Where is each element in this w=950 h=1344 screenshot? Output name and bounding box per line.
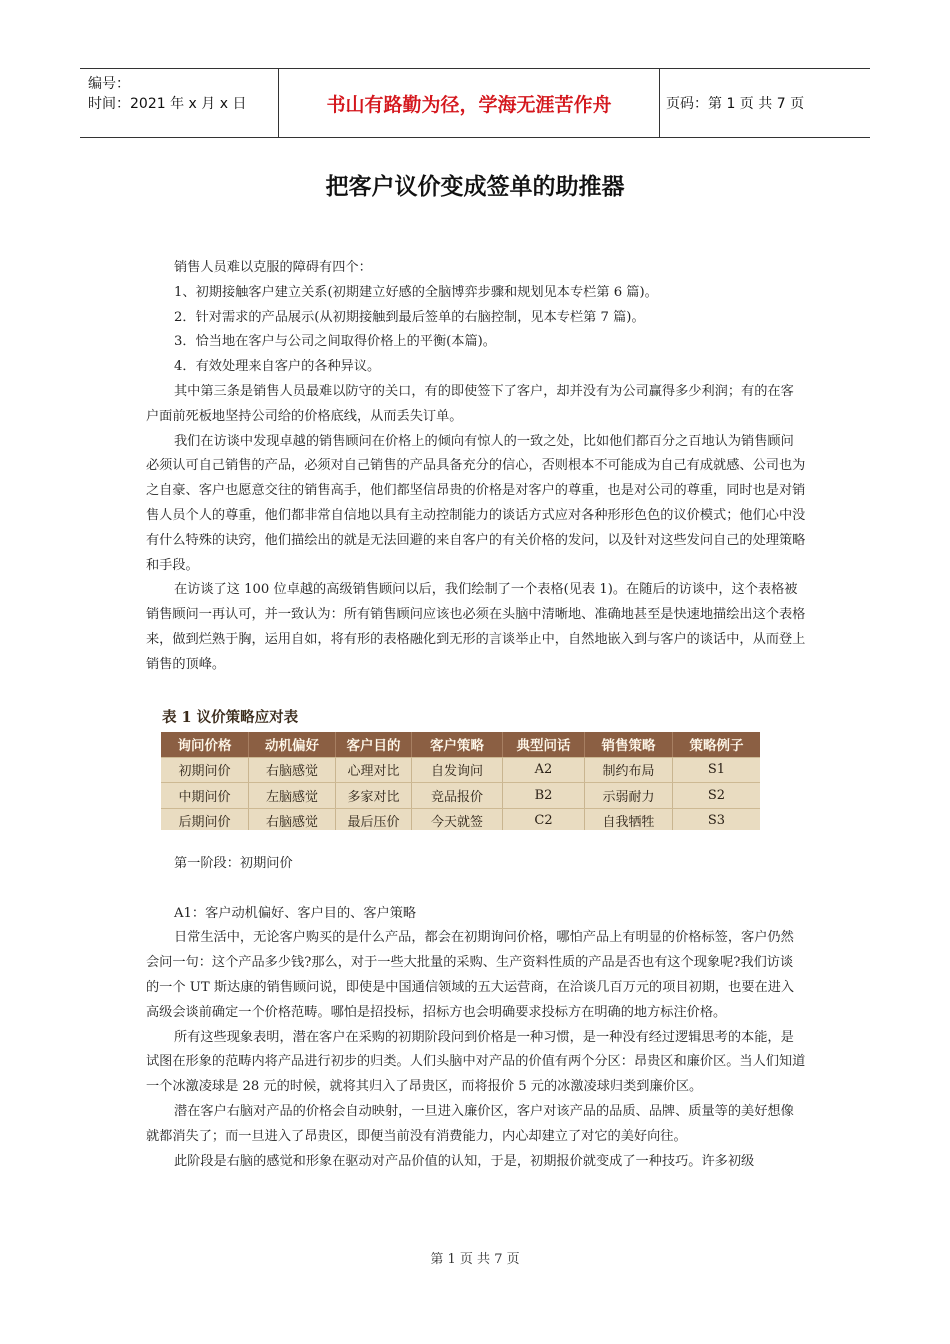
document-number-label: 编号： xyxy=(88,76,130,92)
table-caption: 表 1 议价策略应对表 xyxy=(162,709,299,726)
table-cell: 今天就签 xyxy=(412,809,503,831)
body-paragraph: 日常生活中，无论客户购买的是什么产品，都会在初期询问价格，哪怕产品上有明显的价格标签，客户仍然会问一句：这个产品多少钱?那么，对于一些大批量的采购、生产资料性质的产品是否也有这个现象呢?我们访谈的一个 UT 斯达康的销售顾问说，即使是中国通信领域的五大运营商，在洽谈几百万元的项目初期，也要在进入高级会谈前确定一个价格范畴。哪怕是招投标，招标方也会明确要求投标方在明确的地方标注价格。 xyxy=(146,930,795,1020)
body-paragraph: 此阶段是右脑的感觉和形象在驱动对产品价值的认知，于是，初期报价就变成了一种技巧。许多初级 xyxy=(174,1153,755,1169)
table-cell: 左脑感觉 xyxy=(249,783,336,808)
header-meta xyxy=(80,69,279,137)
table-cell: 多家对比 xyxy=(336,783,412,808)
table-header-cell: 客户目的 xyxy=(336,732,412,757)
table-cell: 右脑感觉 xyxy=(249,809,336,831)
table-cell: 示弱耐力 xyxy=(585,783,673,808)
table-row xyxy=(161,782,760,808)
page-header xyxy=(80,68,870,138)
page-footer: 第 1 页 共 7 页 xyxy=(430,1252,520,1267)
table-header-row xyxy=(161,732,760,757)
section-heading: 第一阶段：初期问价 xyxy=(174,856,293,871)
intro-section xyxy=(146,256,806,678)
table-cell: 竞品报价 xyxy=(412,783,503,808)
table-cell: S1 xyxy=(707,762,726,778)
intro-line: 4．有效处理来自客户的各种异议。 xyxy=(174,359,381,375)
stage-one-section xyxy=(146,852,806,1174)
table-cell: 自我牺牲 xyxy=(585,809,673,831)
header-motto: 书山有路勤为径，学海无涯苦作舟 xyxy=(279,69,660,137)
body-paragraph: 其中第三条是销售人员最难以防守的关口，有的即使签下了客户，却并没有为公司赢得多少利润；有的在客户面前死板地坚持公司给的价格底线，从而丢失订单。 xyxy=(146,383,794,424)
intro-line: 1、初期接触客户建立关系(初期建立好感的全脑博弈步骤和规划见本专栏第 6 篇)。 xyxy=(174,284,658,300)
table-header-cell: 询问价格 xyxy=(161,732,249,757)
body-paragraph: 在访谈了这 100 位卓越的高级销售顾问以后，我们绘制了一个表格(见表 1)。在随后的访谈中，这个表格被销售顾问一再认可，并一致认为：所有销售顾问应该也必须在头脑中清晰地、准确地甚至是快速地描绘出这个表格来，做到烂熟于胸，运用自如，将有形的表格融化到无形的言谈举止中，自然地嵌入到与客户的谈话中，从而登上销售的顶峰。 xyxy=(146,582,806,672)
document-date-label: 时间：2021 年 x 月 x 日 xyxy=(88,96,247,112)
table-header-cell: 客户策略 xyxy=(412,732,503,757)
table-header-cell: 策略例子 xyxy=(689,738,744,755)
header-page-info: 页码：第 1 页 共 7 页 xyxy=(666,96,805,112)
body-paragraph: 所有这些现象表明，潜在客户在采购的初期阶段问到价格是一种习惯，是一种没有经过逻辑思考的本能，是试图在形象的范畴内将产品进行初步的归类。人们头脑中对产品的价值有两个分区：昂贵区和廉价区。当人们知道一个冰激凌球是 28 元的时候，就将其归入了昂贵区，而将报价 5 元的冰激凌球归类到廉价区。 xyxy=(146,1029,806,1095)
table-row xyxy=(161,757,760,783)
table-cell: A2 xyxy=(503,758,585,783)
table-cell: 心理对比 xyxy=(336,758,412,783)
table-cell: 中期问价 xyxy=(161,783,249,808)
intro-line: 3．恰当地在客户与公司之间取得价格上的平衡(本篇)。 xyxy=(174,334,496,350)
table-cell: 自发询问 xyxy=(412,758,503,783)
blank-line xyxy=(146,877,806,902)
subsection-heading: A1：客户动机偏好、客户目的、客户策略 xyxy=(174,905,417,921)
table-cell: B2 xyxy=(503,783,585,808)
table-cell: 后期问价 xyxy=(161,809,249,831)
table-cell: S3 xyxy=(707,813,726,829)
table-cell: 右脑感觉 xyxy=(249,758,336,783)
table-cell: 制约布局 xyxy=(585,758,673,783)
table-row xyxy=(161,808,760,831)
table-cell: C2 xyxy=(503,809,585,831)
strategy-table xyxy=(161,732,760,830)
table-cell: 最后压价 xyxy=(336,809,412,831)
table-cell: S2 xyxy=(707,787,726,803)
document-title: 把客户议价变成签单的助推器 xyxy=(325,174,625,200)
intro-line: 销售人员难以克服的障碍有四个： xyxy=(174,260,372,275)
body-paragraph: 潜在客户右脑对产品的价格会自动映射，一旦进入廉价区，客户对该产品的品质、品牌、质量等的美好想像就都消失了；而一旦进入了昂贵区，即便当前没有消费能力，内心却建立了对它的美好向往。 xyxy=(146,1103,794,1144)
table-header-cell: 典型问话 xyxy=(503,732,585,757)
table-cell: 初期问价 xyxy=(161,758,249,783)
body-paragraph: 我们在访谈中发现卓越的销售顾问在价格上的倾向有惊人的一致之处，比如他们都百分之百地认为销售顾问必须认可自己销售的产品，必须对自己销售的产品具备充分的信心，否则根本不可能成为自己有成就感、公司也为之自豪、客户也愿意交往的销售高手，他们都坚信昂贵的价格是对客户的尊重，也是对公司的尊重，同时也是对销售人员个人的尊重，他们都非常自信地以具有主动控制能力的谈话方式应对各种形形色色的议价模式；他们心中没有什么特殊的诀窍，他们描绘出的就是无法回避的来自客户的有关价格的发问，以及针对这些发问自己的处理策略和手段。 xyxy=(146,433,806,573)
intro-line: 2．针对需求的产品展示(从初期接触到最后签单的右脑控制，见本专栏第 7 篇)。 xyxy=(174,309,645,325)
table-header-cell: 动机偏好 xyxy=(249,732,336,757)
table-header-cell: 销售策略 xyxy=(585,732,673,757)
